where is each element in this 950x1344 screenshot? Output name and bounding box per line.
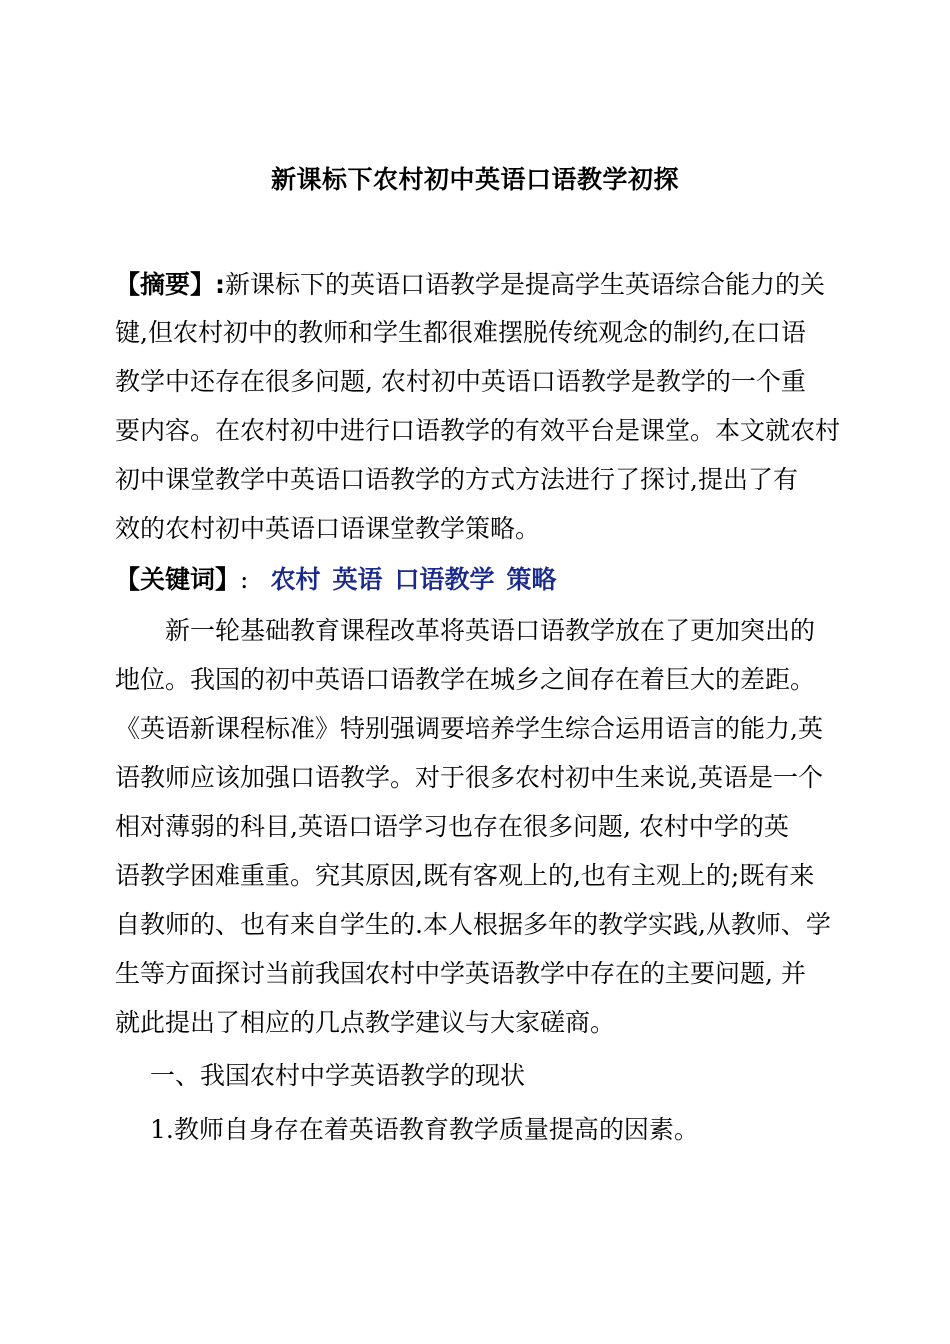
keywords-separator: : <box>240 565 249 594</box>
body-line-9: 就此提出了相应的几点教学建议与大家磋商。 <box>115 1008 616 1037</box>
keyword-item: 英语 <box>332 565 383 594</box>
body-line-6: 语教学困难重重。究其原因,既有客观上的,也有主观上的;既有来 <box>115 861 815 890</box>
body-line-2: 地位。我国的初中英语口语教学在城乡之间存在着巨大的差距。 <box>115 665 816 694</box>
section-item-1: 1.教师自身存在着英语教育教学质量提高的因素。 <box>150 1115 699 1144</box>
abstract-line-1 <box>115 267 825 303</box>
abstract-line-6: 效的农村初中英语口语课堂教学策略。 <box>115 514 541 543</box>
body-line-7: 自教师的、也有来自学生的.本人根据多年的教学实践,从教师、学 <box>115 910 831 939</box>
keyword-item: 口语教学 <box>394 565 495 594</box>
keyword-item: 策略 <box>506 565 557 594</box>
section-heading: 一、我国农村中学英语教学的现状 <box>150 1061 526 1090</box>
abstract-line-3: 教学中还存在很多问题, 农村初中英语口语教学是教学的一个重 <box>115 367 806 396</box>
document-title: 新课标下农村初中英语口语教学初探 <box>270 165 679 194</box>
abstract-line-2: 键,但农村初中的教师和学生都很难摆脱传统观念的制约,在口语 <box>115 318 806 347</box>
body-line-4: 语教师应该加强口语教学。对于很多农村初中生来说,英语是一个 <box>115 763 823 792</box>
body-line-3: 《英语新课程标准》特别强调要培养学生综合运用语言的能力,英 <box>115 714 823 743</box>
keyword-item: 农村 <box>270 565 321 594</box>
abstract-label: 【摘要】: <box>115 270 225 299</box>
abstract-line-4: 要内容。在农村初中进行口语教学的有效平台是课堂。本文就农村 <box>115 416 841 445</box>
abstract-text-1: 新课标下的英语口语教学是提高学生英语综合能力的关 <box>225 270 826 299</box>
body-line-8: 生等方面探讨当前我国农村中学英语教学中存在的主要问题, 并 <box>115 959 806 988</box>
keywords-label: 【关键词】 <box>115 565 241 594</box>
body-line-1: 新一轮基础教育课程改革将英语口语教学放在了更加突出的 <box>165 616 816 645</box>
keywords-line <box>115 562 557 598</box>
abstract-line-5: 初中课堂教学中英语口语教学的方式方法进行了探讨,提出了有 <box>115 465 798 494</box>
body-line-5: 相对薄弱的科目,英语口语学习也存在很多问题, 农村中学的英 <box>115 812 789 841</box>
